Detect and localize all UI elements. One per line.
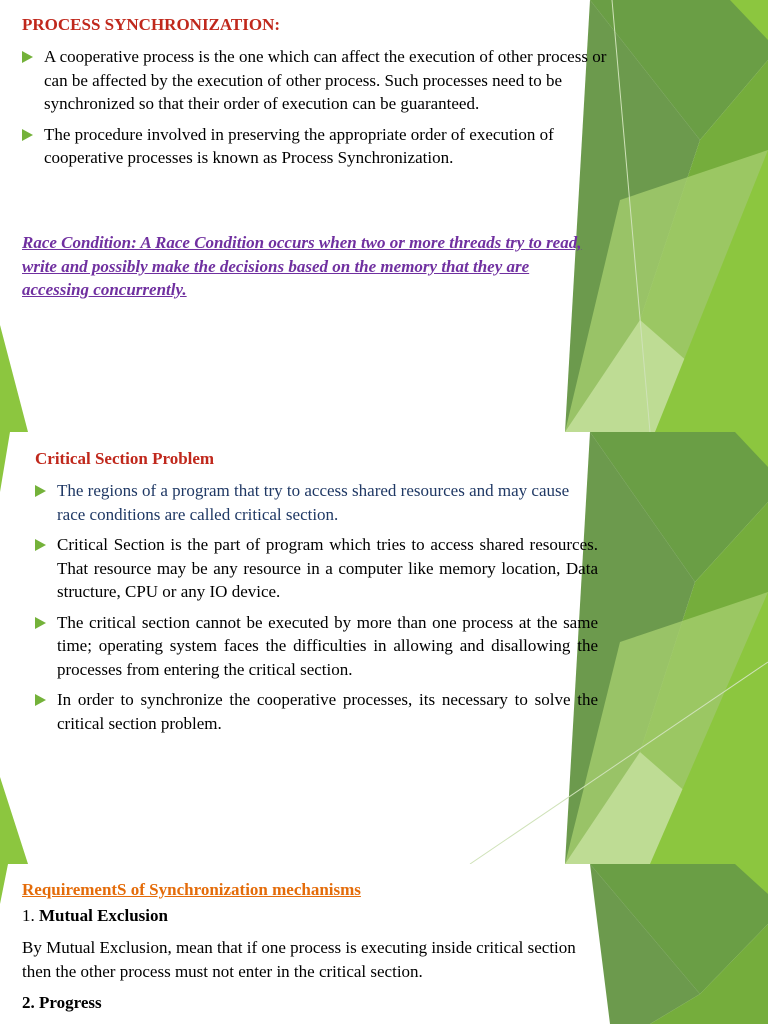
bullet-arrow-icon [22,51,33,63]
list-item [35,688,598,735]
bullet-arrow-icon [22,129,33,141]
mutual-exclusion-paragraph: By Mutual Exclusion, mean that if one process is executing inside critical section then the other process must not enter in the critical section. [22,938,576,981]
bullet-arrow-icon [35,485,46,497]
bullet-text: A cooperative process is the one which can affect the execution of other process or can be affected by the execution of other process. Such processes need to be synchronized so that their order of execution can be guaranteed. [44,47,607,113]
requirements-title: RequirementS of Synchronization mechanisms [22,880,361,899]
slide-critical-section [0,432,768,864]
race-condition-definition: Race Condition: A Race Condition occurs when two or more threads try to read, write and possibly make the decisions based on the memory that they are accessing concurrently. [22,233,582,299]
requirement-2-heading: 2. Progress [22,993,102,1012]
requirement-1-heading [22,904,168,928]
bullet-arrow-icon [35,617,46,629]
mutual-exclusion-label: Mutual Exclusion [39,906,168,925]
slide1-bullet-list [22,45,612,170]
list-item [35,611,598,682]
bullet-text: The critical section cannot be executed by more than one process at the same time; operating system faces the difficulties in allowing and disallowing the processes from entering the critical section. [57,612,598,679]
bullet-text: Critical Section is the part of program which tries to access shared resources. That resource may be any resource in a computer like memory location, Data structure, CPU or any IO device. [57,535,598,601]
bullet-text: The regions of a program that try to access shared resources and may cause race conditions are called critical section. [57,481,570,524]
slide2-title: Critical Section Problem [35,449,215,468]
requirement-number: 1. [22,906,39,925]
bullet-arrow-icon [35,539,46,551]
bullet-arrow-icon [35,694,46,706]
slide1-title: PROCESS SYNCHRONIZATION: [22,15,281,34]
list-item [22,123,612,170]
bullet-text: The procedure involved in preserving the appropriate order of execution of cooperative processes is known as Process Synchronization. [44,124,554,167]
list-item [35,533,598,604]
slide-process-synchronization [0,0,768,432]
slide2-bullet-list [35,479,598,735]
list-item [35,479,598,526]
list-item [22,45,612,116]
bullet-text: In order to synchronize the cooperative processes, its necessary to solve the critical section problem. [57,690,598,733]
